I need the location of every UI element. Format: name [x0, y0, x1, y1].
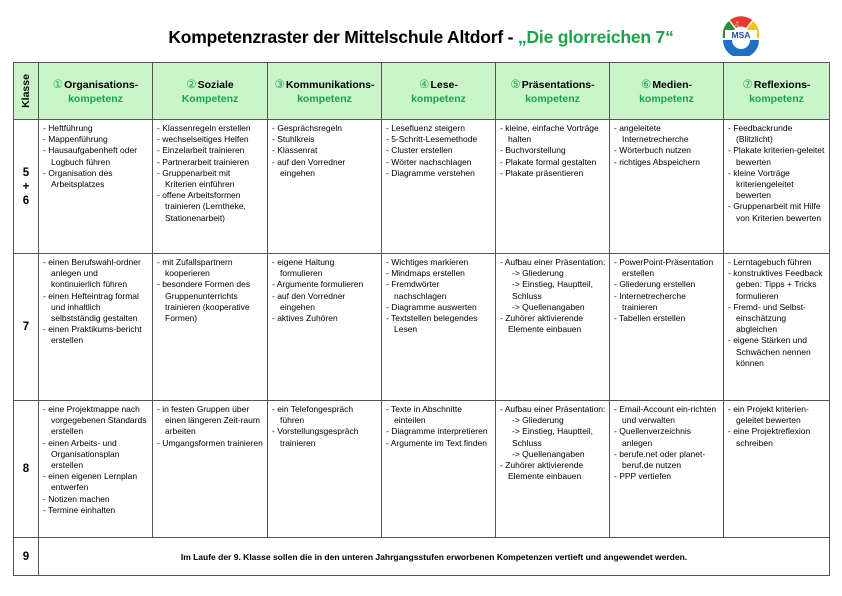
- list-item: - Gruppenarbeit mit Kriterien einführen: [157, 168, 264, 190]
- svg-text:♫: ♫: [734, 21, 740, 28]
- list-item: - Heftführung: [43, 123, 149, 134]
- list-item: - Notizen machen: [43, 494, 149, 505]
- list-item: - Argumente formulieren: [272, 279, 378, 290]
- list-item: - Internetrecherche trainieren: [614, 291, 720, 313]
- list-item: - Partnerarbeit trainieren: [157, 157, 264, 168]
- list-item: - Argumente im Text finden: [386, 438, 492, 449]
- list-item: - Zuhörer aktivierende Elemente einbauen: [500, 460, 606, 482]
- competence-cell: [382, 254, 496, 401]
- title-main: Kompetenzraster der Mittelschule Altdorf: [168, 27, 503, 47]
- list-item: - Stuhlkreis: [272, 134, 378, 145]
- competence-cell: [268, 120, 382, 254]
- table-row: [14, 120, 830, 254]
- competence-cell: [610, 120, 724, 254]
- list-item: - Klassenregeln erstellen: [157, 123, 264, 134]
- title-separator: -: [502, 27, 518, 47]
- list-item: - Diagramme auswerten: [386, 302, 492, 313]
- klasse-header: [14, 63, 39, 120]
- column-header: [382, 63, 496, 120]
- list-item: - Aufbau einer Präsentation:: [500, 257, 606, 268]
- list-item: - Textstellen belegendes Lesen: [386, 313, 492, 335]
- list-item: - Fremdwörter nachschlagen: [386, 279, 492, 301]
- list-item: - kleine, einfache Vorträge halten: [500, 123, 606, 145]
- list-item: - Lerntagebuch führen: [728, 257, 826, 268]
- competence-cell: [153, 254, 268, 401]
- competence-cell: [39, 120, 153, 254]
- list-item: - eine Projektmappe nach vorgegebenen Standards erstellen: [43, 404, 149, 438]
- list-item: - Feedbackrunde (Blitzlicht): [728, 123, 826, 145]
- column-header: [610, 63, 724, 120]
- competence-cell: [153, 401, 268, 538]
- list-item: - Mindmaps erstellen: [386, 268, 492, 279]
- column-number-icon: ④: [419, 79, 430, 91]
- list-item: - Hausaufgabenheft oder Logbuch führen: [43, 145, 149, 167]
- column-header: [496, 63, 610, 120]
- list-item: - Umgangsformen trainieren: [157, 438, 264, 449]
- column-subtitle: kompetenz: [68, 93, 123, 105]
- competence-cell: [39, 401, 153, 538]
- column-header: [39, 63, 153, 120]
- table-row: [14, 401, 830, 538]
- column-subtitle: Kompetenz: [181, 93, 239, 105]
- competence-cell: [496, 254, 610, 401]
- list-item: - Zuhörer aktivierende Elemente einbauen: [500, 313, 606, 335]
- list-item: - Klassenrat: [272, 145, 378, 156]
- list-item: - angeleitete Internetrecherche: [614, 123, 720, 145]
- list-item: - offene Arbeitsformen trainieren (Lerntheke, Stationenarbeit): [157, 190, 264, 224]
- grade-cell: 9: [14, 538, 39, 576]
- list-item: - Aufbau einer Präsentation:: [500, 404, 606, 415]
- competence-cell: [610, 254, 724, 401]
- list-item: - Plakate präsentieren: [500, 168, 606, 179]
- list-item: -> Quellenangaben: [512, 301, 585, 312]
- list-item: - eine Projektreflexion schreiben: [728, 426, 826, 448]
- list-item: - berufe.net oder planet-beruf.de nutzen: [614, 449, 720, 471]
- competence-cell: [39, 254, 153, 401]
- competence-table: [13, 62, 830, 576]
- column-header: [268, 63, 382, 120]
- competence-cell: [724, 401, 830, 538]
- list-item: - Organisation des Arbeitsplatzes: [43, 168, 149, 190]
- column-title: Kommunikations-: [285, 79, 375, 91]
- column-header: [153, 63, 268, 120]
- column-title: Medien-: [652, 79, 692, 91]
- list-item: - Lesefluenz steigern: [386, 123, 492, 134]
- final-note: Im Laufe der 9. Klasse sollen die in den unteren Jahrgangsstufen erworbenen Kompetenzen vertieft und angewendet werden.: [39, 538, 830, 576]
- klasse-label: Klasse: [20, 74, 32, 108]
- column-subtitle: kompetenz: [525, 93, 580, 105]
- list-item: - Termine einhalten: [43, 505, 149, 516]
- list-item: - einen Praktikums-bericht erstellen: [43, 324, 149, 346]
- list-item: - einen Berufswahl-ordner anlegen und kontinuierlich führen: [43, 257, 149, 291]
- list-item: - Buchvorstellung: [500, 145, 606, 156]
- column-number-icon: ③: [274, 79, 285, 91]
- column-title: Soziale: [197, 79, 234, 91]
- column-number-icon: ②: [186, 79, 197, 91]
- title-highlight: „Die glorreichen 7“: [517, 27, 674, 47]
- column-title: Reflexions-: [753, 79, 811, 91]
- column-number-icon: ⑦: [742, 79, 753, 91]
- list-item: -> Einstieg, Hauptteil, Schluss: [512, 279, 594, 301]
- list-item: - mit Zufallspartnern kooperieren: [157, 257, 264, 279]
- list-item: - konstruktives Feedback geben: Tipps + Tricks formulieren: [728, 268, 826, 302]
- list-item: - ein Projekt kriterien-geleitet bewerten: [728, 404, 826, 426]
- list-item: - Gesprächsregeln: [272, 123, 378, 134]
- competence-cell: [496, 401, 610, 538]
- table-row-final: [14, 538, 830, 576]
- list-item: -> Einstieg, Hauptteil, Schluss: [512, 426, 594, 448]
- list-item: - Tabellen erstellen: [614, 313, 720, 324]
- column-number-icon: ①: [52, 79, 64, 91]
- list-item: - auf den Vorredner eingehen: [272, 157, 378, 179]
- list-item: - kleine Vorträge kriteriengeleitet bewerten: [728, 168, 826, 202]
- list-item: - ein Telefongespräch führen: [272, 404, 378, 426]
- list-item: - Plakate kriterien-geleitet bewerten: [728, 145, 826, 167]
- list-item: - besondere Formen des Gruppenunterrichts trainieren (kooperative Formen): [157, 279, 264, 324]
- list-item: - einen Arbeits- und Organisationsplan erstellen: [43, 438, 149, 472]
- column-number-icon: ⑥: [641, 79, 652, 91]
- column-subtitle: kompetenz: [297, 93, 352, 105]
- list-item: - einen Hefteintrag formal und inhaltlich selbstständig gestalten: [43, 291, 149, 325]
- list-item: - Gliederung erstellen: [614, 279, 720, 290]
- competence-cell: [496, 120, 610, 254]
- list-item: - Diagramme interpretieren: [386, 426, 492, 437]
- list-item: - Gruppenarbeit mit Hilfe von Kriterien bewerten: [728, 201, 826, 223]
- list-item: - eigene Stärken und Schwächen nennen können: [728, 335, 826, 369]
- list-item: -> Quellenangaben: [512, 448, 585, 459]
- column-header: [724, 63, 830, 120]
- list-item: - Cluster erstellen: [386, 145, 492, 156]
- list-item: - in festen Gruppen über einen längeren Zeit-raum arbeiten: [157, 404, 264, 438]
- list-item: - Email-Account ein-richten und verwalten: [614, 404, 720, 426]
- competence-cell: [382, 401, 496, 538]
- list-item: - 5-Schritt-Lesemethode: [386, 134, 492, 145]
- column-title: Präsentations-: [521, 79, 595, 91]
- list-item: - eigene Haltung formulieren: [272, 257, 378, 279]
- grade-cell: 8: [14, 401, 39, 538]
- logo-text: MSA: [731, 30, 751, 40]
- competence-cell: [724, 120, 830, 254]
- list-item: - Wörterbuch nutzen: [614, 145, 720, 156]
- list-item: -> Gliederung: [512, 268, 564, 279]
- column-subtitle: kompetenz: [411, 93, 466, 105]
- competence-cell: [724, 254, 830, 401]
- list-item: - Mappenführung: [43, 134, 149, 145]
- list-item: - PPP vertiefen: [614, 471, 720, 482]
- column-number-icon: ⑤: [510, 79, 521, 91]
- list-item: - aktives Zuhören: [272, 313, 378, 324]
- page-title: [0, 27, 842, 48]
- list-item: - richtiges Abspeichern: [614, 157, 720, 168]
- competence-cell: [153, 120, 268, 254]
- list-item: - Plakate formal gestalten: [500, 157, 606, 168]
- list-item: - Vorstellungsgespräch trainieren: [272, 426, 378, 448]
- list-item: - Wörter nachschlagen: [386, 157, 492, 168]
- table-row: [14, 254, 830, 401]
- competence-cell: [610, 401, 724, 538]
- column-subtitle: kompetenz: [639, 93, 694, 105]
- competence-cell: [382, 120, 496, 254]
- grade-cell: 7: [14, 254, 39, 401]
- list-item: - auf den Vorredner eingehen: [272, 291, 378, 313]
- list-item: - Quellenverzeichnis anlegen: [614, 426, 720, 448]
- list-item: - PowerPoint-Präsentation erstellen: [614, 257, 720, 279]
- list-item: - Wichtiges markieren: [386, 257, 492, 268]
- column-title: Lese-: [430, 79, 458, 91]
- msa-logo-icon: [719, 12, 763, 56]
- list-item: - Diagramme verstehen: [386, 168, 492, 179]
- list-item: - Fremd- und Selbst-einschätzung abgleichen: [728, 302, 826, 336]
- grade-cell: 5 + 6: [14, 120, 39, 254]
- competence-cell: [268, 401, 382, 538]
- list-item: - Texte in Abschnitte einteilen: [386, 404, 492, 426]
- list-item: - einen eigenen Lernplan entwerfen: [43, 471, 149, 493]
- competence-cell: [268, 254, 382, 401]
- list-item: - wechselseitiges Helfen: [157, 134, 264, 145]
- list-item: - Einzelarbeit trainieren: [157, 145, 264, 156]
- column-title: Organisations-: [64, 79, 139, 91]
- column-subtitle: kompetenz: [749, 93, 804, 105]
- list-item: -> Gliederung: [512, 415, 564, 426]
- header-row: [14, 63, 830, 120]
